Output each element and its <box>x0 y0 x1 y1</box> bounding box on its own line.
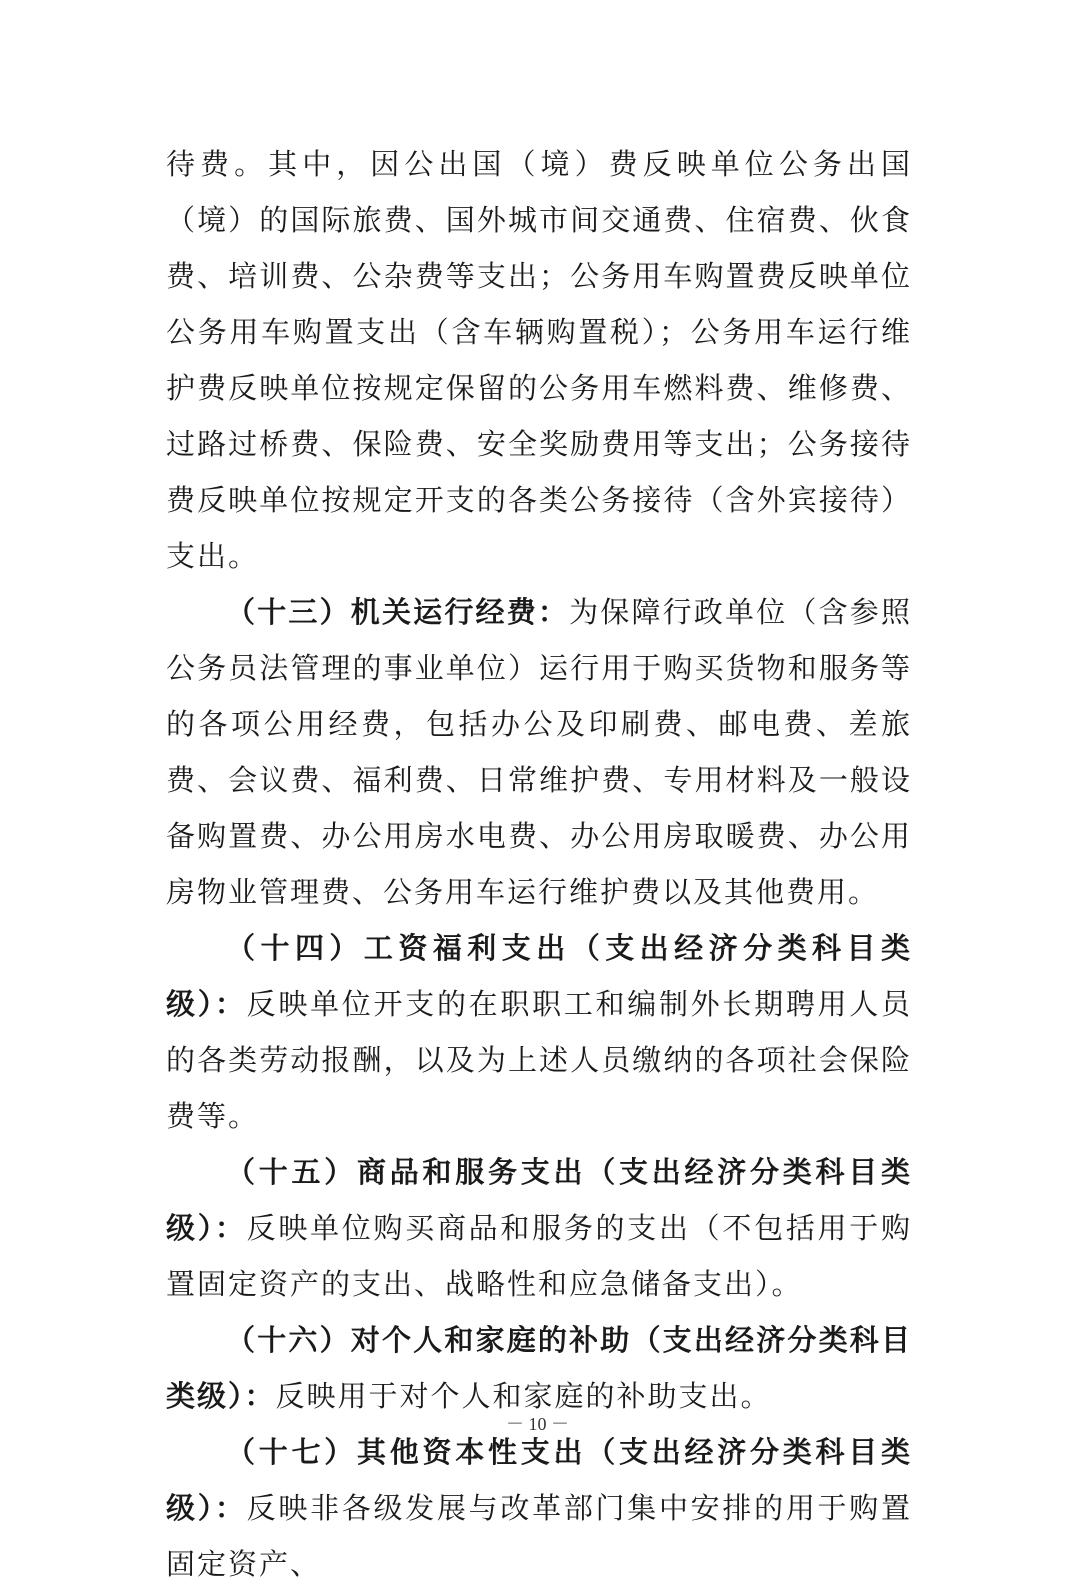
paragraph-continuation <box>166 136 912 584</box>
paragraph-text: 反映用于对个人和家庭的补助支出。 <box>275 1379 772 1413</box>
paragraph-15 <box>166 1144 912 1312</box>
paragraph-heading: （十四）工资福利支出（支出经济分类科目类级）： <box>166 931 912 1021</box>
page-number: － 10 － <box>506 1414 569 1434</box>
paragraph-17 <box>166 1424 912 1592</box>
paragraph-text: 反映单位开支的在职职工和编制外长期聘用人员的各类劳动报酬，以及为上述人员缴纳的各项社会保险费等。 <box>166 987 912 1133</box>
paragraph-14 <box>166 920 912 1144</box>
paragraph-13 <box>166 584 912 920</box>
paragraph-text: 为保障行政单位（含参照公务员法管理的事业单位）运行用于购买货物和服务等的各项公用经费，包括办公及印刷费、邮电费、差旅费、会议费、福利费、日常维护费、专用材料及一般设备购置费、办公用房水电费、办公用房取暖费、办公用房物业管理费、公务用车运行维护费以及其他费用。 <box>166 595 912 909</box>
paragraph-text: 反映非各级发展与改革部门集中安排的用于购置固定资产、 <box>166 1491 912 1581</box>
paragraph-text: 反映单位购买商品和服务的支出（不包括用于购置固定资产的支出、战略性和应急储备支出）。 <box>166 1211 912 1301</box>
paragraph-heading: （十三）机关运行经费： <box>226 595 570 629</box>
paragraph-heading: （十六）对个人和家庭的补助（支出经济分类科目类级）： <box>166 1323 912 1413</box>
paragraph-16 <box>166 1312 912 1424</box>
paragraph-text: 待费。其中，因公出国（境）费反映单位公务出国（境）的国际旅费、国外城市间交通费、住宿费、伙食费、培训费、公杂费等支出；公务用车购置费反映单位公务用车购置支出（含车辆购置税）；公务用车运行维护费反映单位按规定保留的公务用车燃料费、维修费、过路过桥费、保险费、安全奖励费用等支出；公务接待费反映单位按规定开支的各类公务接待（含外宾接待）支出。 <box>166 147 912 573</box>
paragraph-heading: （十五）商品和服务支出（支出经济分类科目类级）： <box>166 1155 912 1245</box>
paragraph-heading: （十七）其他资本性支出（支出经济分类科目类级）： <box>166 1435 912 1525</box>
body-text <box>166 136 912 1592</box>
